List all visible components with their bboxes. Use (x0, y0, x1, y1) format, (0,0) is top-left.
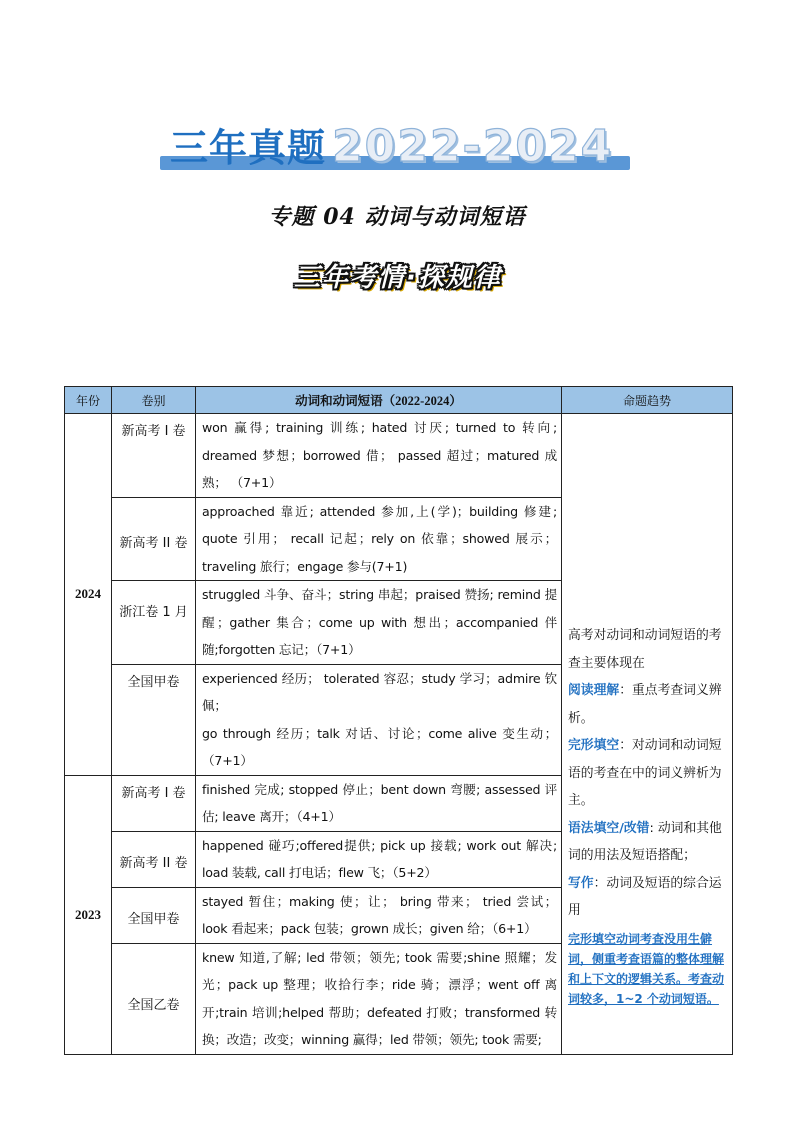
paper-cell: 全国甲卷 (112, 664, 196, 775)
page-subtitle: 专题 04 动词与动词短语 (268, 204, 526, 230)
trend-intro: 高考对动词和动词短语的考查主要体现在 (568, 628, 722, 671)
paper-cell: 新高考 I 卷 (112, 414, 196, 498)
header-trend: 命题趋势 (562, 387, 733, 414)
content-cell: approached 靠近; attended 参加,上(学)；building 修建; quote 引用； recall 记起；rely on 依靠；showed 展示；traveling 旅行；engage 参与(7+1) (196, 497, 562, 581)
verb-phrase-table (64, 386, 733, 1055)
content-cell: knew 知道,了解; led 带领；领先; took 需要;shine 照耀；发光；pack up 整理；收拾行李；ride 骑；漂浮；went off 离开;train 培训;helped 帮助；defeated 打败；transformed 转换；改造；改变；winning 赢得；led 带领；领先; took 需要; (196, 943, 562, 1054)
trend-writing-label: 写作 (568, 875, 594, 891)
title-banner (160, 122, 630, 178)
content-line: experienced 经历； tolerated 容忍；study 学习；admire 钦佩； (202, 670, 557, 713)
banner-year-range: 2022-2024 (332, 121, 614, 172)
trend-cloze (568, 732, 728, 815)
content-line: go through 经历；talk 对话、讨论；come alive 变生动；（7+1） (202, 725, 557, 768)
content-cell: stayed 暂住；making 使；让； bring 带来； tried 尝试；look 看起来；pack 包装；grown 成长；given 给；（6+1） (196, 887, 562, 943)
section-badge: 三年考情·探规律 (294, 263, 502, 293)
year-cell-2023: 2023 (65, 775, 112, 1054)
trend-writing (568, 870, 728, 925)
header-content: 动词和动词短语（2022-2024） (196, 387, 562, 414)
trend-grammar (568, 815, 728, 870)
trend-writing-text: ：动词及短语的综合运用 (568, 875, 722, 918)
trend-cloze-text: ：对动词和动词短语的考查在中的词义辨析为主。 (568, 738, 722, 808)
banner-cn-text: 三年真题 (170, 126, 327, 170)
trend-reading-text: ：重点考查词义辨析。 (568, 683, 722, 726)
trend-reading (568, 677, 728, 732)
table-row (65, 414, 733, 498)
trend-cell (562, 414, 733, 1055)
content-cell: happened 碰巧;offered提供; pick up 接载; work out 解决; load 装载, call 打电话；flew 飞；（5+2） (196, 831, 562, 887)
paper-cell: 新高考 II 卷 (112, 831, 196, 887)
content-cell: won 赢得; training 训练; hated 讨厌; turned to 转向; dreamed 梦想；borrowed 借； passed 超过；matured 成熟； （7+1） (196, 414, 562, 498)
paper-cell: 浙江卷 1 月 (112, 581, 196, 665)
content-cell: struggled 斗争、奋斗；string 串起；praised 赞扬; remind 提醒；gather 集合；come up with 想出；accompanied 伴随;forgotten 忘记；（7+1） (196, 581, 562, 665)
year-cell-2024: 2024 (65, 414, 112, 776)
paper-cell: 新高考 I 卷 (112, 775, 196, 831)
banner-heading (170, 122, 613, 181)
header-paper: 卷别 (112, 387, 196, 414)
paper-cell: 新高考 II 卷 (112, 497, 196, 581)
content-cell (196, 664, 562, 775)
trend-grammar-text: : 动词和其他词的用法及短语搭配； (568, 820, 722, 863)
table-header-row (65, 387, 733, 414)
trend-reading-label: 阅读理解 (568, 683, 620, 698)
trend-note: 完形填空动词考查没用生僻词，侧重考查语篇的整体理解和上下文的逻辑关系。考查动词较多，1~2 个动词短语。 (568, 931, 725, 1006)
trend-cloze-label: 完形填空 (568, 738, 620, 753)
trend-grammar-label: 语法填空/改错 (568, 820, 650, 836)
content-cell: finished 完成; stopped 停止；bent down 弯腰; assessed 评估; leave 离开；（4+1） (196, 775, 562, 831)
paper-cell: 全国乙卷 (112, 943, 196, 1054)
paper-cell: 全国甲卷 (112, 887, 196, 943)
header-year: 年份 (65, 387, 112, 414)
